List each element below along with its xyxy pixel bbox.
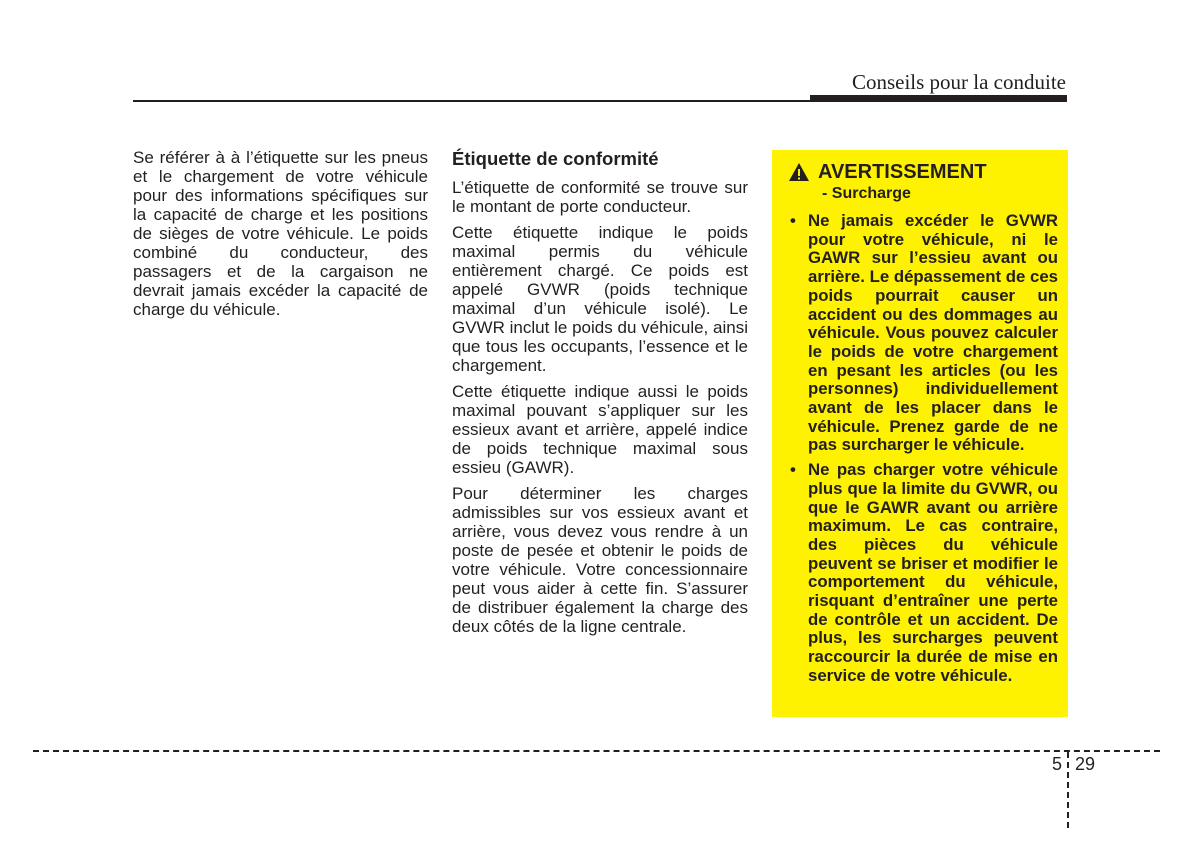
conformity-paragraph-4: Pour déterminer les charges admissibles sur vos essieux avant et arrière, vous devez vous rendre à un poste de pesée et obtenir le poids de votre véhicule. Votre concessionnaire peut vous aider à cette fin. S’assurer de distribuer également la charge des deux côtés de la ligne centrale. — [452, 484, 748, 636]
section-title: Conseils pour la conduite — [851, 70, 1066, 94]
footer-divider — [1067, 752, 1069, 828]
warning-header — [788, 160, 1058, 184]
warning-item — [782, 461, 1058, 685]
column-left — [133, 148, 428, 326]
warning-item-text: Ne pas charger votre véhicule plus que la limite du GVWR, ou que le GAWR avant ou arrière maximum. Le cas contraire, des pièces du véhicule peuvent se briser et modifier le comportement du véhicule, risquant d’entraîner une perte de contrôle et un accident. De plus, les surcharges peuvent raccourcir la durée de mise en service de votre véhicule. — [808, 460, 1058, 685]
conformity-paragraph-2: Cette étiquette indique le poids maximal permis du véhicule entièrement chargé. Ce poids est appelé GVWR (poids technique maximal d’un véhicule isolé). Le GVWR inclut le poids du véhicule, ainsi que tous les occupants, l’essence et le chargement. — [452, 223, 748, 375]
bullet-icon: • — [790, 211, 796, 230]
bullet-icon: • — [790, 460, 796, 480]
warning-item — [782, 212, 1058, 455]
warning-subtitle: - Surcharge — [822, 185, 911, 202]
intro-paragraph: Se référer à à l’étiquette sur les pneus et le chargement de votre véhicule pour des informations spécifiques sur la capacité de charge et les positions de sièges de votre véhicule. Le poids combiné du conducteur, des passagers et de la cargaison ne devrait jamais excéder la capacité de charge du véhicule. — [133, 148, 428, 319]
warning-title: AVERTISSEMENT — [818, 161, 987, 183]
header-rule-accent — [810, 95, 1067, 102]
warning-triangle-icon — [788, 162, 810, 182]
footer-rule — [33, 750, 1160, 752]
warning-box — [772, 150, 1068, 717]
warning-list — [782, 212, 1058, 686]
column-middle — [452, 148, 748, 643]
chapter-number: 5 — [1052, 754, 1063, 774]
warning-item-text: Ne jamais excéder le GVWR pour votre véhicule, ni le GAWR sur l’essieu avant ou arrière. Le dépassement de ces poids pourrait causer un accident ou des dommages au véhicule. Vous pouvez calculer le poids de votre chargement en pesant les articles (ou les personnes) individuellement avant de les placer dans le véhicule. Prenez garde de ne pas surcharger le véhicule. — [808, 211, 1058, 455]
page-number: 29 — [1075, 754, 1096, 774]
conformity-paragraph-3: Cette étiquette indique aussi le poids maximal pouvant s’appliquer sur les essieux avant et arrière, appelé indice de poids technique maximal sous essieu (GAWR). — [452, 382, 748, 477]
conformity-paragraph-1: L’étiquette de conformité se trouve sur le montant de porte conducteur. — [452, 178, 748, 216]
conformity-heading: Étiquette de conformité — [452, 148, 659, 169]
